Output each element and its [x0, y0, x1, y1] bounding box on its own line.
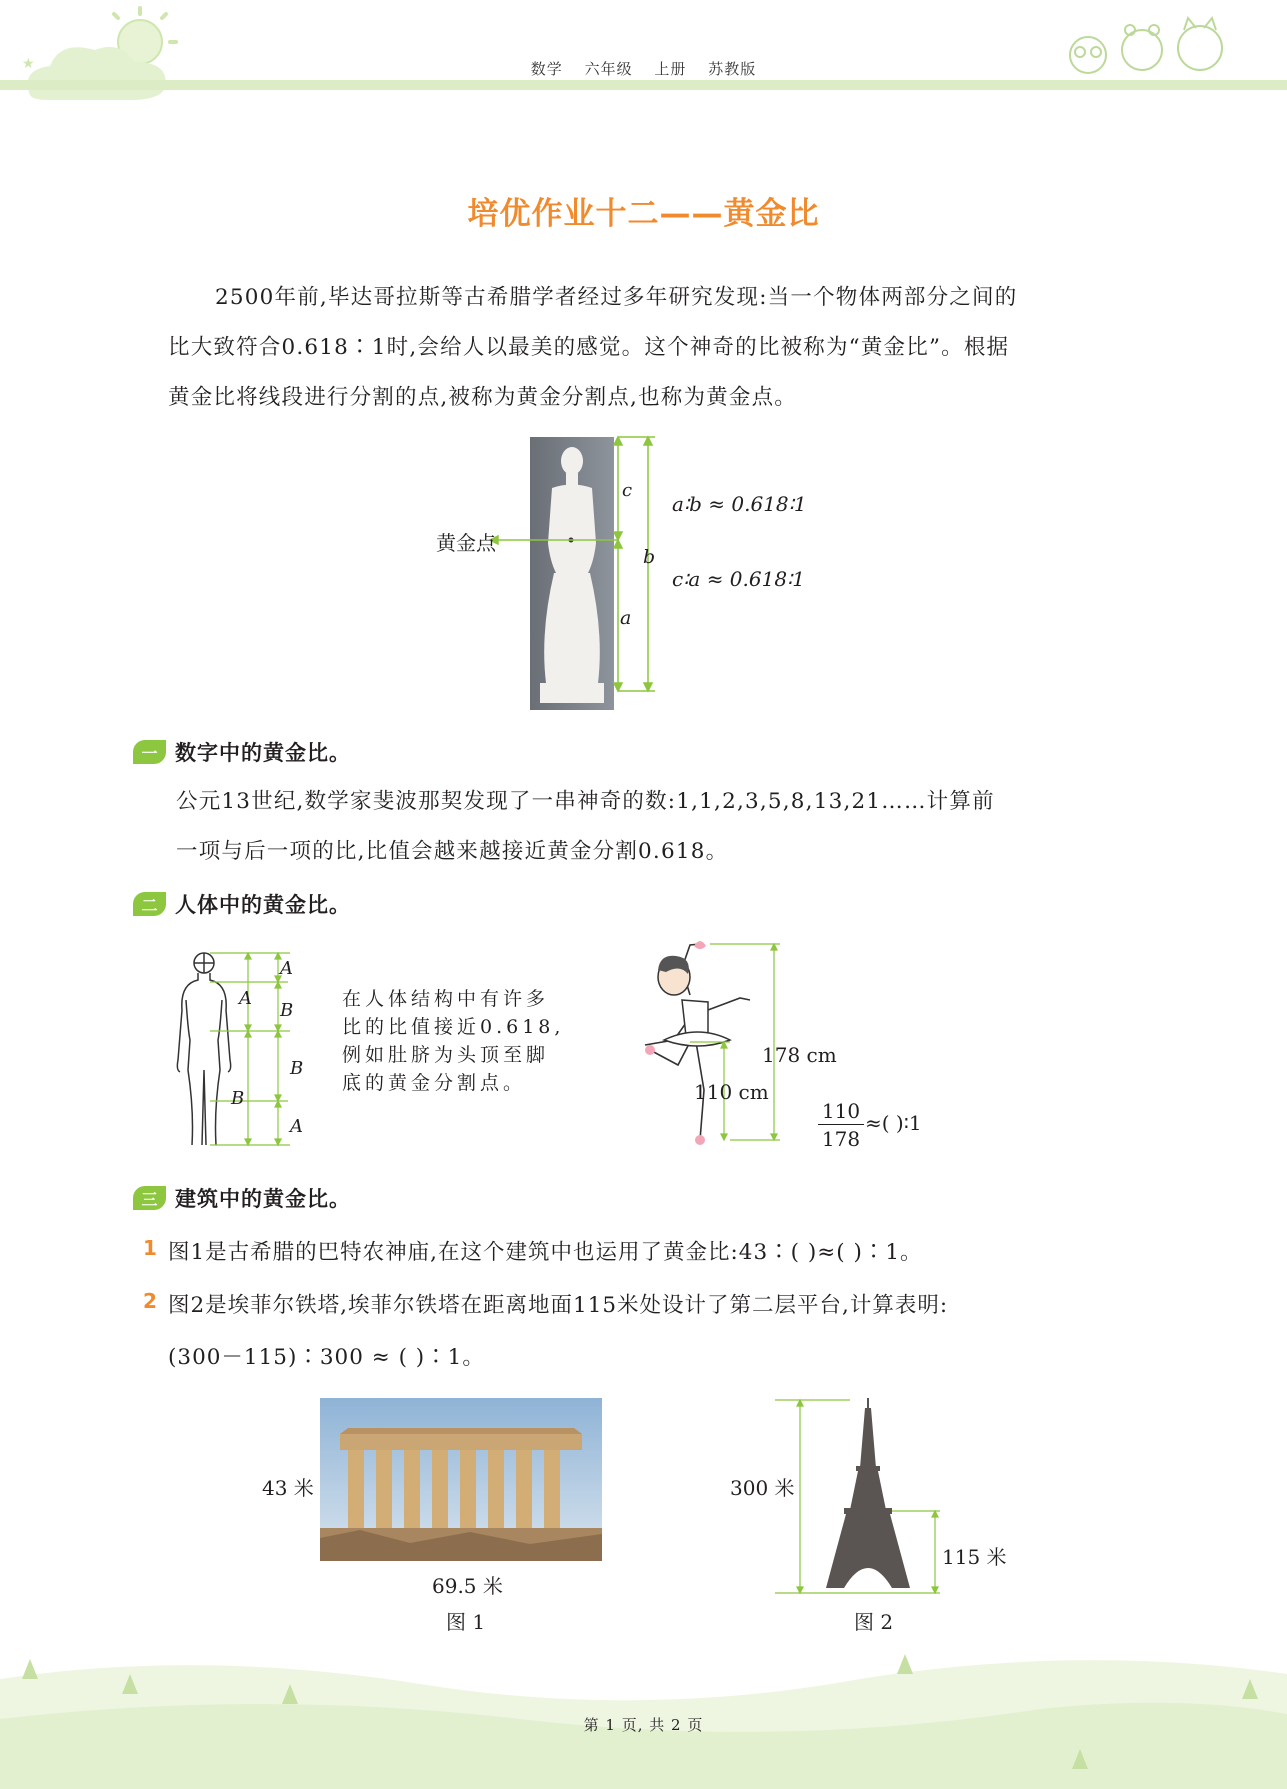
question-2-text-line-2: (300－115)∶300 ≈ ( )∶1。 [168, 1345, 485, 1370]
parthenon-dimension-line [0, 0, 10, 10]
header-text [0, 58, 1287, 79]
section-2-badge: 二 [133, 892, 166, 916]
body-label-a3: A [290, 1116, 303, 1137]
star-icon: ★ [22, 56, 35, 72]
section-1-badge: 一 [133, 740, 166, 764]
figure-2-caption: 图 2 [854, 1610, 894, 1634]
fraction-numerator: 110 [818, 1098, 864, 1125]
figure-1-width: 69.5 米 [432, 1574, 503, 1598]
body-label-a2: A [239, 988, 252, 1009]
segment-b-label: b [643, 546, 656, 568]
figure-2-platform: 115 米 [942, 1545, 1007, 1569]
header-edition: 苏教版 [708, 60, 757, 78]
ballerina-navel-label: 110 cm [694, 1080, 769, 1104]
fraction-rest: ≈( )∶1 [865, 1111, 922, 1135]
intro-line-3: 黄金比将线段进行分割的点,被称为黄金分割点,也称为黄金点。 [168, 385, 797, 410]
figure-1-height: 43 米 [262, 1476, 314, 1500]
tree-icon [22, 1659, 38, 1679]
body-note-line-1: 在人体结构中有许多 [342, 988, 550, 1010]
tree-icon-4 [897, 1654, 913, 1674]
body-note-line-4: 底的黄金分割点。 [342, 1072, 527, 1094]
section-1-line-2: 一项与后一项的比,比值会越来越接近黄金分割0.618。 [176, 839, 729, 864]
dancer-torso [682, 1000, 708, 1036]
fraction [818, 1098, 864, 1153]
intro-line-1: 2500年前,毕达哥拉斯等古希腊学者经过多年研究发现:当一个物体两部分之间的 [215, 285, 1018, 310]
body-note-line-3: 例如肚脐为头顶至脚 [342, 1044, 550, 1066]
question-2-number: 2 [143, 1289, 157, 1313]
header-subject: 数学 [530, 60, 563, 78]
section-2-title: 人体中的黄金比。 [175, 893, 351, 917]
segment-c-label: c [622, 480, 633, 501]
header-volume: 上册 [654, 60, 687, 78]
section-1-heading [133, 736, 351, 768]
dancer-tutu [664, 1032, 730, 1046]
header-grade: 六年级 [584, 60, 633, 78]
eiffel-tower-figure [770, 1398, 970, 1598]
body-note [342, 985, 572, 1097]
intro-line-2: 比大致符合0.618∶1时,会给人以最美的感觉。这个神奇的比被称为“黄金比”。根据 [168, 335, 1010, 360]
body-note-line-2: 比的比值接近0.618, [342, 1016, 565, 1038]
question-1-text: 图1是古希腊的巴特农神庙,在这个建筑中也运用了黄金比:43∶( )≈( )∶1。 [168, 1240, 923, 1265]
question-1-number: 1 [143, 1236, 157, 1260]
header-band [0, 80, 1287, 90]
figure-2-height: 300 米 [730, 1476, 795, 1500]
body-label-b3: B [231, 1088, 245, 1109]
body-label-b2: B [290, 1058, 304, 1079]
question-2-text: 图2是埃菲尔铁塔,埃菲尔铁塔在距离地面115米处设计了第二层平台,计算表明: [168, 1293, 949, 1318]
page-title: 培优作业十二——黄金比 [467, 196, 820, 232]
golden-point-label: 黄金点 [436, 531, 496, 555]
page-number: 第 1 页, 共 2 页 [583, 1716, 704, 1734]
parthenon-photo [320, 1398, 602, 1561]
ballerina-height-label: 178 cm [762, 1043, 837, 1067]
formula-ab: a∶b ≈ 0.618∶1 [672, 492, 807, 516]
header-decoration-left [0, 0, 220, 110]
fraction-denominator: 178 [821, 1127, 861, 1151]
section-3-badge: 三 [133, 1186, 166, 1210]
segment-a-label: a [620, 607, 632, 629]
section-1-title: 数字中的黄金比。 [175, 741, 351, 765]
section-3-title: 建筑中的黄金比。 [175, 1187, 351, 1211]
section-3-heading [133, 1182, 351, 1214]
formula-ca: c∶a ≈ 0.618∶1 [672, 567, 805, 591]
section-2-heading [133, 888, 351, 920]
body-label-b1: B [280, 1000, 294, 1021]
figure-1-caption: 图 1 [446, 1610, 486, 1634]
body-label-a1: A [280, 958, 293, 979]
section-1-line-1: 公元13世纪,数学家斐波那契发现了一串神奇的数:1,1,2,3,5,8,13,21……计算前 [176, 789, 995, 814]
